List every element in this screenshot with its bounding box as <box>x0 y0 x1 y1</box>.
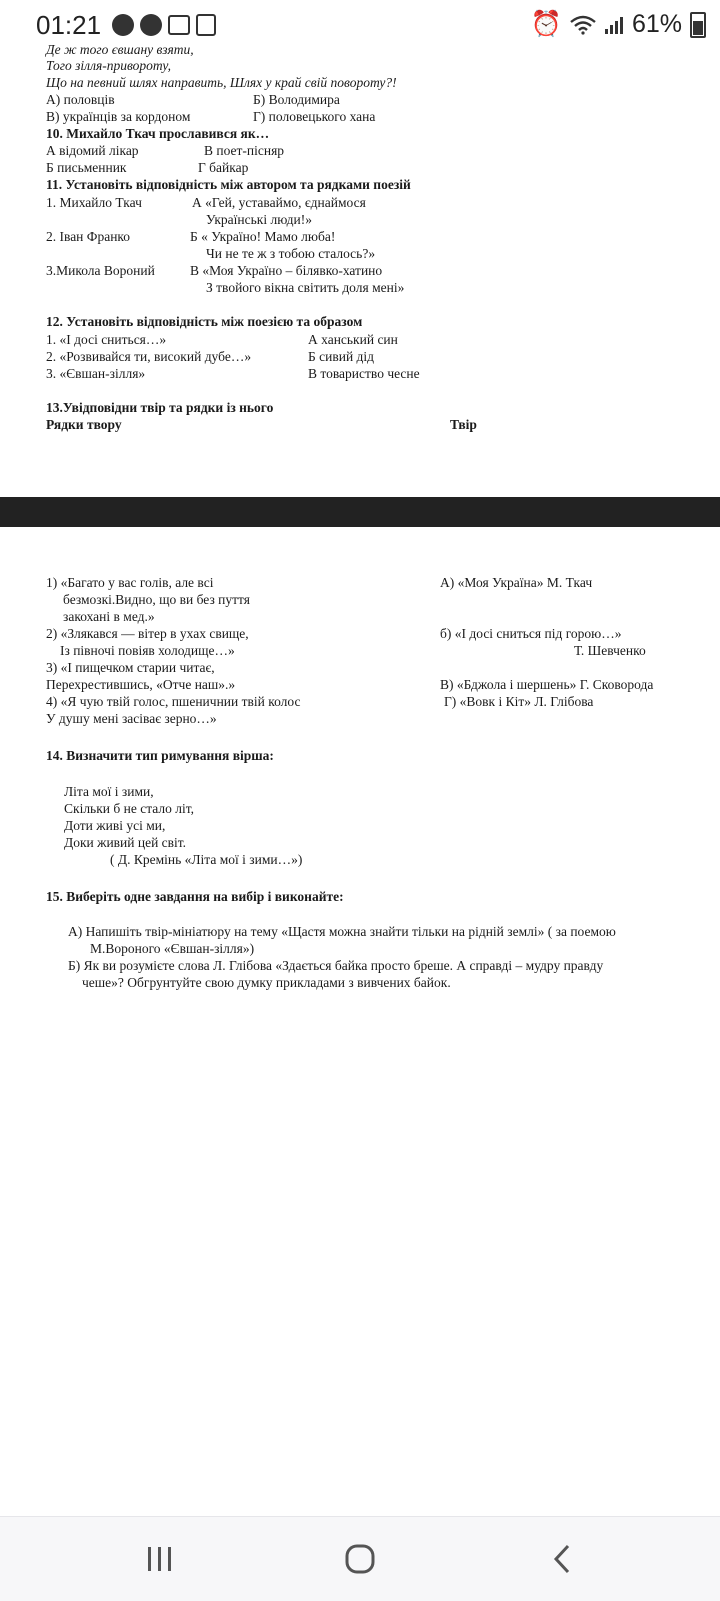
q13-quote: закохані в мед.» <box>63 609 155 624</box>
q9-option: В) українців за кордоном <box>46 109 191 124</box>
q12-right: В товариство чесне <box>308 366 420 381</box>
navigation-bar <box>0 1516 720 1601</box>
page-divider <box>0 497 720 527</box>
q13-quote: 1) «Багато у вас голів, але всі <box>46 575 214 590</box>
recent-apps-button[interactable] <box>130 1537 190 1581</box>
recent-apps-icon <box>145 1545 175 1573</box>
q13-work: Г) «Вовк і Кіт» Л. Глібова <box>444 694 594 709</box>
q13-work: В) «Бджола і шершень» Г. Сковорода <box>440 677 654 692</box>
q13-work: Т. Шевченко <box>574 643 646 658</box>
status-time: 01:21 <box>36 10 102 40</box>
poem-line: Де ж того євшану взяти, <box>46 42 194 57</box>
q15-line: М.Вороного «Євшан-зілля») <box>90 941 255 956</box>
poem-line: Того зілля-привороту, <box>46 58 172 73</box>
q11-author: 2. Іван Франко <box>46 229 131 244</box>
q14-poem-source: ( Д. Кремінь «Літа мої і зими…») <box>110 852 303 867</box>
q13-quote: 3) «І пищечком старии читає, <box>46 660 215 675</box>
q11-line: Українські люди!» <box>206 212 312 227</box>
status-right <box>531 10 706 39</box>
q10-option: В поет-пісняр <box>204 143 285 158</box>
battery-icon <box>690 12 706 38</box>
q11-line: А «Гей, уставаймо, єднаймося <box>192 195 366 210</box>
status-bar <box>0 0 720 48</box>
q13-quote: Перехрестившись, «Отче наш».» <box>46 677 236 692</box>
notification-icon <box>196 14 216 36</box>
battery-percent: 61% <box>631 10 682 38</box>
q11-author: 1. Михайло Ткач <box>46 195 142 210</box>
q11-author: 3.Микола Вороний <box>46 263 155 278</box>
q13-title: 13.Увідповідни твір та рядки із нього <box>46 400 274 415</box>
q15-line: чеше»? Обгрунтуйте свою думку прикладами з вивчених байок. <box>82 975 451 990</box>
youtube-icon <box>112 14 134 36</box>
q14-poem-line: Скільки б не стало літ, <box>64 801 194 816</box>
q12-right: Б сивий дід <box>308 349 375 364</box>
q11-line: В «Моя Україно – білявко-хатино <box>190 263 383 278</box>
q10-option: Б письменник <box>46 160 127 175</box>
q10-title: 10. Михайло Ткач прославився як… <box>46 126 270 141</box>
q12-right: А ханський син <box>308 332 398 347</box>
q13-quote: Із півночі повіяв холодище…» <box>60 643 235 658</box>
q13-quote: 2) «Злякався — вітер в ухах свище, <box>46 626 249 641</box>
q12-left: 2. «Розвивайся ти, високий дубе…» <box>46 349 252 364</box>
q11-line: З твойого вікна світить доля мені» <box>206 280 405 295</box>
q13-col-left: Рядки твору <box>46 417 122 432</box>
q11-line: Б « Україно! Мамо люба! <box>190 229 336 244</box>
q11-title: 11. Установіть відповідність між автором та рядками поезій <box>46 177 411 192</box>
home-icon <box>344 1543 376 1575</box>
q15-line: Б) Як ви розумієте слова Л. Глібова «Здається байка просто бреше. А справді – мудру правду <box>68 958 604 973</box>
q15-line: А) Напишіть твір-мініатюру на тему «Щастя можна знайти тільки на рідній землі» ( за поемою <box>68 924 616 939</box>
signal-icon <box>604 15 624 35</box>
q14-poem-line: Доти живі усі ми, <box>64 818 166 833</box>
q12-left: 1. «І досі сниться…» <box>46 332 167 347</box>
alarm-icon: ⏰ <box>530 10 562 38</box>
wifi-icon <box>570 15 596 35</box>
q13-quote: 4) «Я чую твій голос, пшеничнии твій колос <box>46 694 301 709</box>
poem-line: Що на певний шлях направить, Шлях у край свій повороту?! <box>46 75 397 90</box>
q12-left: 3. «Євшан-зілля» <box>46 366 146 381</box>
home-button[interactable] <box>330 1537 390 1581</box>
media-icon <box>140 14 162 36</box>
q11-line: Чи не те ж з тобою сталось?» <box>206 246 376 261</box>
q9-option: А) половців <box>46 92 115 107</box>
q14-poem-line: Літа мої і зими, <box>64 784 154 799</box>
q14-poem-line: Доки живий цей світ. <box>64 835 187 850</box>
back-button[interactable] <box>532 1537 592 1581</box>
q13-col-right: Твір <box>450 417 477 432</box>
gmail-icon <box>168 15 190 35</box>
q12-title: 12. Установіть відповідність між поезією та образом <box>46 314 363 329</box>
q13-work: б) «І досі сниться під горою…» <box>440 626 622 641</box>
q13-quote: безмозкі.Видно, що ви без пуття <box>63 592 250 607</box>
back-icon <box>550 1543 574 1575</box>
q9-option: Б) Володимира <box>253 92 340 107</box>
q13-quote: У душу мені засіває зерно…» <box>46 711 217 726</box>
q15-title: 15. Виберіть одне завдання на вибір і виконайте: <box>46 889 344 904</box>
q14-title: 14. Визначити тип римування вірша: <box>46 748 274 763</box>
q9-option: Г) половецького хана <box>253 109 376 124</box>
q10-option: Г байкар <box>198 160 249 175</box>
q10-option: А відомий лікар <box>46 143 139 158</box>
q13-work: А) «Моя Україна» М. Ткач <box>440 575 593 590</box>
notification-icons <box>112 14 216 36</box>
